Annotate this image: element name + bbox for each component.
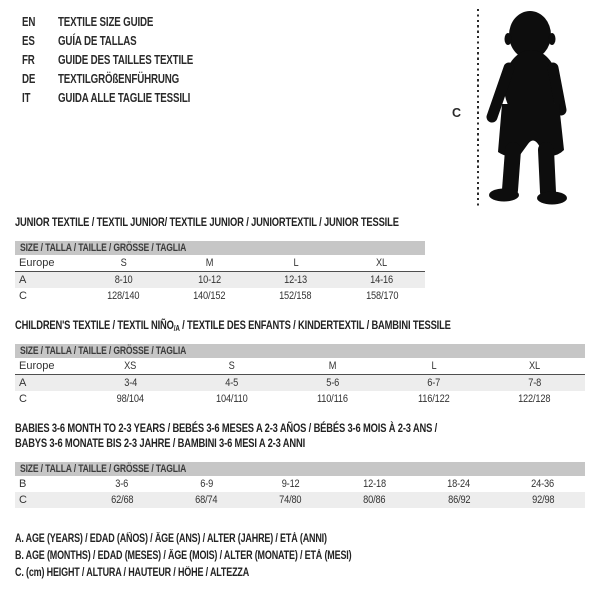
table-cell: 12-18 xyxy=(363,478,387,490)
table-cell: 6-7 xyxy=(427,376,440,389)
language-title: TEXTILGRÖßENFÜHRUNG xyxy=(58,71,180,86)
section-title-line1: BABIES 3-6 MONTH TO 2-3 YEARS / BEBÉS 3-6 MESES A 2-3 AÑOS / BÉBÉS 3-6 MOIS À 2-3 ANS / xyxy=(15,421,438,435)
note-age-years: A. AGE (YEARS) / EDAD (AÑOS) / ÂGE (ANS) / ALTER (JAHRE) / ETÀ (ANNI) xyxy=(15,533,327,545)
table-row xyxy=(15,492,585,508)
table-cell: 6-9 xyxy=(199,478,213,490)
table-cell: L xyxy=(293,257,299,269)
section-title-text: JUNIOR TEXTILE / TEXTIL JUNIOR/ TEXTILE JUNIOR / JUNIORTEXTIL / JUNIOR TESSILE xyxy=(15,215,399,229)
size-header-bar xyxy=(15,344,585,358)
junior-section xyxy=(15,215,425,304)
table-cell: XS xyxy=(124,360,137,372)
size-header-bar xyxy=(15,462,585,476)
table-row xyxy=(15,391,585,407)
language-row xyxy=(22,69,231,88)
table-row xyxy=(15,358,585,375)
table-cell: S xyxy=(228,360,235,372)
children-size-table xyxy=(15,344,585,407)
table-cell: 98/104 xyxy=(116,392,145,405)
size-header-text: SIZE / TALLA / TAILLE / GRÖSSE / TAGLIA xyxy=(20,463,187,475)
table-cell: M xyxy=(328,360,337,372)
section-title xyxy=(15,421,585,451)
row-label: B xyxy=(19,478,27,490)
table-cell: 158/170 xyxy=(365,289,398,302)
table-cell: 128/140 xyxy=(107,289,140,302)
table-cell: 9-12 xyxy=(281,478,300,490)
row-label: A xyxy=(19,376,27,389)
table-cell: 5-6 xyxy=(326,376,339,389)
table-cell: XL xyxy=(376,257,388,269)
language-title: GUIDE DES TAILLES TEXTILE xyxy=(58,52,194,67)
table-cell: 104/110 xyxy=(215,392,248,405)
note-age-months: B. AGE (MONTHS) / EDAD (MESES) / ÂGE (MOIS) / ALTER (MONATE) / ETÀ (MESI) xyxy=(15,550,352,562)
measurement-notes xyxy=(15,531,446,582)
section-title xyxy=(15,215,425,229)
language-row xyxy=(22,50,231,69)
table-row xyxy=(15,255,425,272)
table-cell: 12-13 xyxy=(284,273,308,286)
table-cell: 3-4 xyxy=(124,376,137,389)
table-cell: 14-16 xyxy=(370,273,394,286)
table-cell: 4-5 xyxy=(225,376,238,389)
table-cell: 8-10 xyxy=(114,273,133,286)
note-height: C. (cm) HEIGHT / ALTURA / HAUTEUR / HÖHE / ALTEZZA xyxy=(15,567,250,579)
size-header-text: SIZE / TALLA / TAILLE / GRÖSSE / TAGLIA xyxy=(20,345,187,357)
row-label: C xyxy=(19,392,27,405)
size-header-bar xyxy=(15,241,425,255)
section-title xyxy=(15,318,585,332)
table-cell: XL xyxy=(529,360,540,372)
language-code: IT xyxy=(22,90,31,105)
language-row xyxy=(22,88,231,107)
table-cell: 86/92 xyxy=(447,494,470,506)
table-cell: 74/80 xyxy=(279,494,302,506)
row-label: Europe xyxy=(19,257,55,269)
language-code: DE xyxy=(22,71,36,86)
table-cell: 92/98 xyxy=(531,494,555,506)
title-subscript: /A xyxy=(173,324,180,333)
babies-section xyxy=(15,421,585,508)
language-code: FR xyxy=(22,52,35,67)
table-row xyxy=(15,272,425,288)
language-list xyxy=(22,12,231,107)
table-row xyxy=(15,476,585,492)
table-cell: M xyxy=(205,257,214,269)
table-cell: 24-36 xyxy=(531,478,555,490)
row-label: C xyxy=(19,494,27,506)
table-cell: 7-8 xyxy=(528,376,541,389)
table-row xyxy=(15,288,425,304)
junior-size-table xyxy=(15,241,425,304)
table-cell: 18-24 xyxy=(447,478,471,490)
table-cell: 10-12 xyxy=(197,273,221,286)
language-title: TEXTILE SIZE GUIDE xyxy=(58,14,154,29)
table-cell: 140/152 xyxy=(193,289,226,302)
children-section xyxy=(15,318,585,407)
section-title-line2: BABYS 3-6 MONATE BIS 2-3 JAHRE / BAMBINI 3-6 MESI A 2-3 ANNI xyxy=(15,436,306,450)
table-cell: 80/86 xyxy=(363,494,386,506)
row-label: Europe xyxy=(19,360,55,372)
height-dotted-line xyxy=(477,9,479,207)
height-measure-label: C xyxy=(452,106,462,120)
row-label: A xyxy=(19,273,27,286)
language-code: EN xyxy=(22,14,36,29)
table-row xyxy=(15,375,585,391)
baby-silhouette-icon xyxy=(486,4,590,208)
language-row xyxy=(22,12,231,31)
table-cell: 152/158 xyxy=(279,289,312,302)
table-cell: L xyxy=(431,360,436,372)
table-cell: 3-6 xyxy=(115,478,129,490)
table-cell: 116/122 xyxy=(417,392,450,405)
babies-size-table xyxy=(15,462,585,508)
table-cell: 62/68 xyxy=(110,494,134,506)
language-row xyxy=(22,31,231,50)
size-header-text: SIZE / TALLA / TAILLE / GRÖSSE / TAGLIA xyxy=(20,242,187,254)
table-cell: S xyxy=(120,257,127,269)
language-code: ES xyxy=(22,33,35,48)
language-title: GUIDA ALLE TAGLIE TESSILI xyxy=(58,90,191,105)
table-cell: 110/116 xyxy=(317,392,348,405)
table-cell: 122/128 xyxy=(518,392,551,405)
language-title: GUÍA DE TALLAS xyxy=(58,33,137,48)
row-label: C xyxy=(19,289,27,302)
table-cell: 68/74 xyxy=(195,494,218,506)
section-title-text: CHILDREN'S TEXTILE / TEXTIL $NIÑO_{/A}$ / TEXTILE DES ENFANTS / KINDERTEXTIL / BAMBINI TESSILE xyxy=(15,318,451,333)
